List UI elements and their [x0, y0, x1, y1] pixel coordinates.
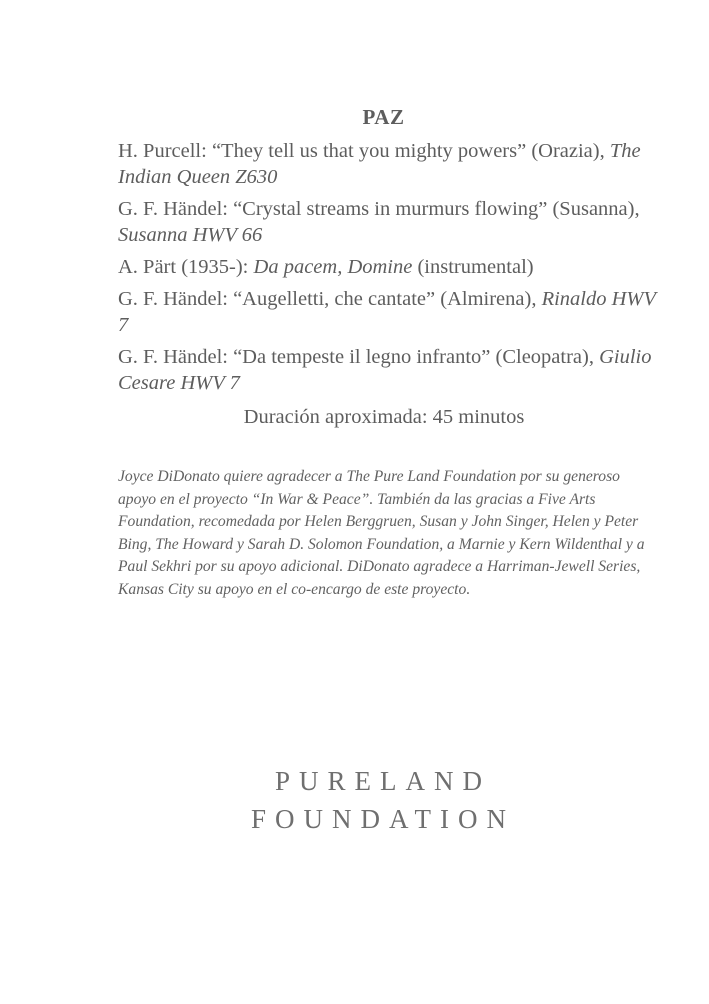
- program-item: [118, 254, 658, 280]
- program-list: [118, 138, 658, 402]
- item-work-title: Giulio Cesare HWV 7: [118, 346, 652, 394]
- program-item: [118, 196, 658, 248]
- program-item: [118, 344, 658, 396]
- item-text: G. F. Händel: “Augelletti, che cantate” (Almirena),: [118, 288, 542, 310]
- item-work-title: Rinaldo HWV 7: [118, 288, 656, 336]
- acknowledgement-text: Joyce DiDonato quiere agradecer a The Pure Land Foundation por su generoso apoyo en el proyecto “In War & Peace”. También da las gracias a Five Arts Foundation, recomedada por Helen Berggruen, Susan y John Singer, Helen y Peter Bing, The Howard y Sarah D. Solomon Foundation, a Marnie y Kern Wildenthal y a Paul Sekhri por su apoyo adicional. DiDonato agradece a Harriman-Jewell Series, Kansas City su apoyo en el co-encargo de este proyecto.: [118, 468, 645, 598]
- item-text: H. Purcell: “They tell us that you mighty powers” (Orazia),: [118, 140, 610, 162]
- section-heading: PAZ: [362, 105, 405, 129]
- program-item: [118, 286, 658, 338]
- duration-note: Duración aproximada: 45 minutos: [243, 406, 525, 428]
- logo-line-2: FOUNDATION: [251, 804, 515, 834]
- program-item: [118, 138, 658, 190]
- item-text: G. F. Händel: “Crystal streams in murmurs flowing” (Susanna),: [118, 198, 640, 220]
- item-text: A. Pärt (1935-):: [118, 256, 254, 278]
- item-work-title: The Indian Queen Z630: [118, 140, 641, 188]
- item-work-title: Susanna HWV 66: [118, 224, 263, 246]
- item-work-title: Da pacem, Domine: [253, 256, 413, 278]
- item-text: G. F. Händel: “Da tempeste il legno infranto” (Cleopatra),: [118, 346, 600, 368]
- logo-line-1: PURELAND: [274, 766, 491, 796]
- item-suffix: (instrumental): [412, 256, 534, 278]
- pureland-foundation-logo: [218, 762, 548, 838]
